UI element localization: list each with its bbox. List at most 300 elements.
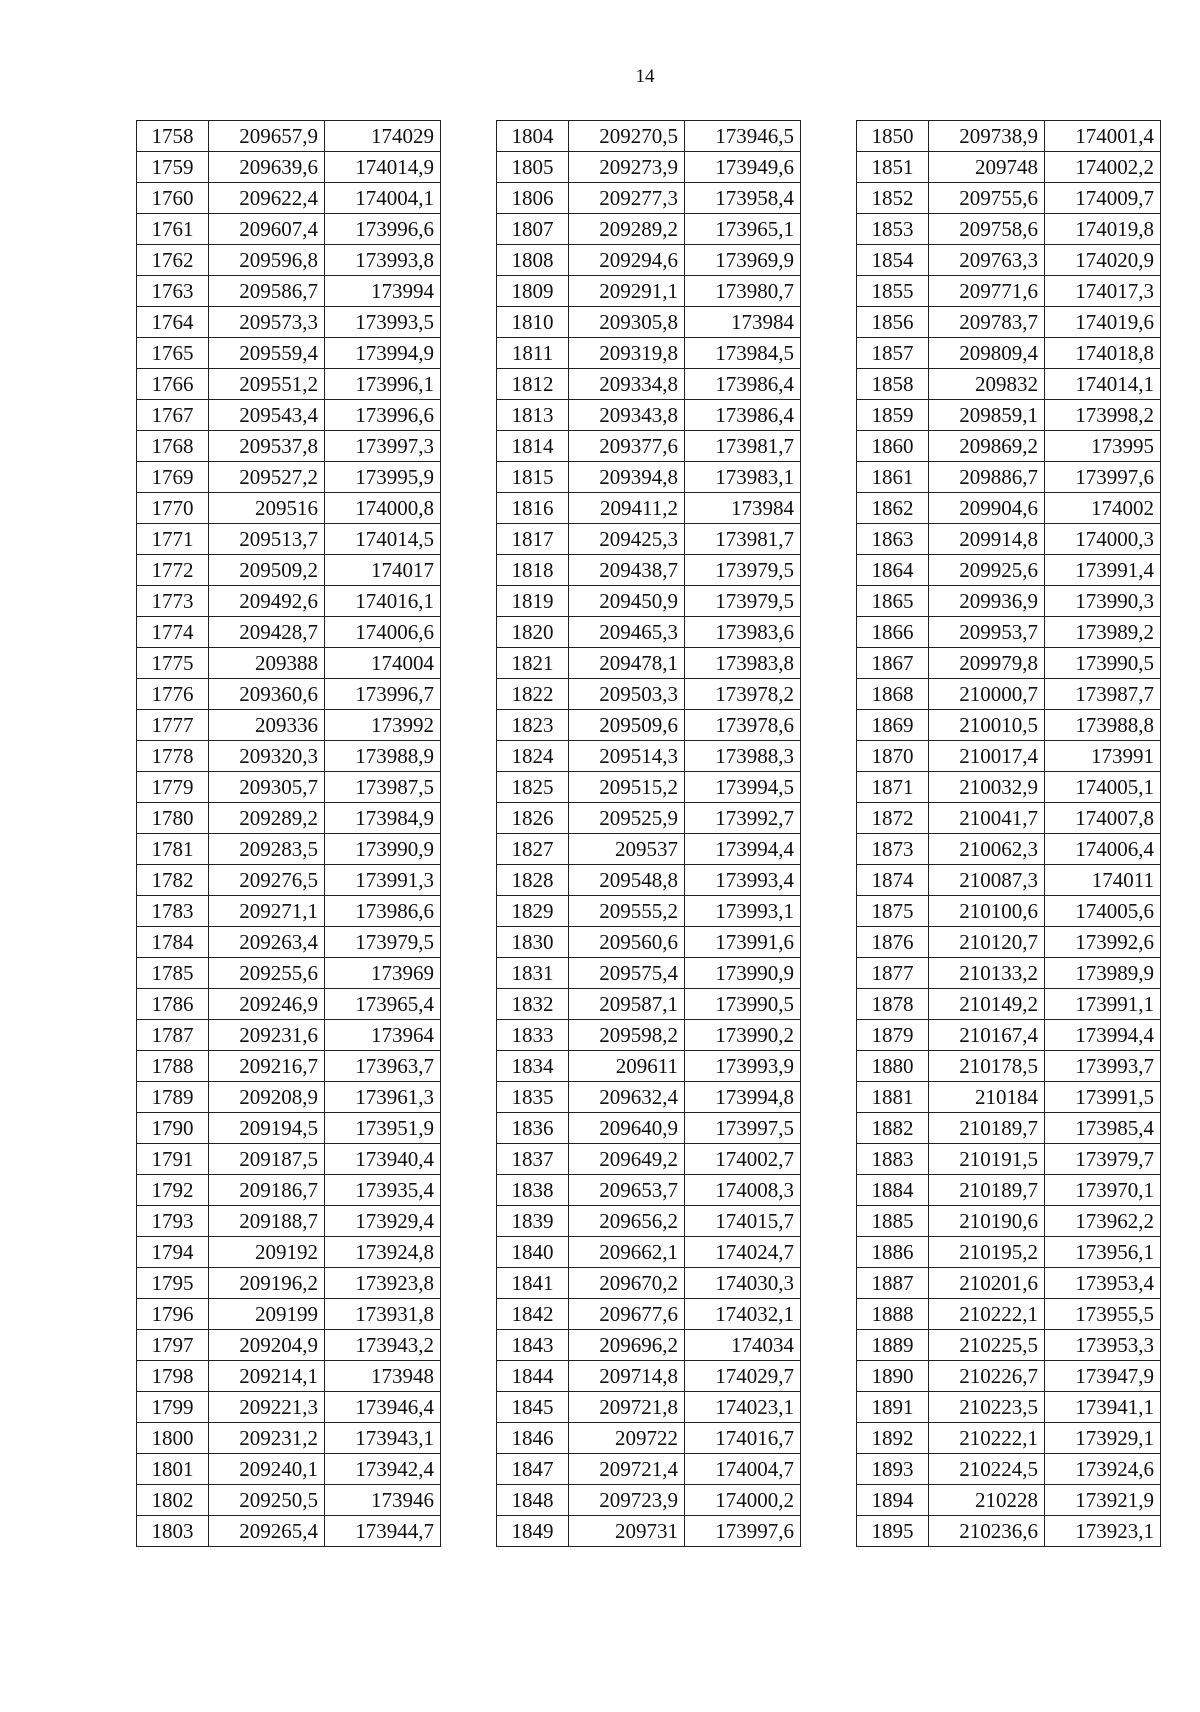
x-coordinate-cell: 209478,1 [569, 648, 685, 679]
table-row [857, 865, 1161, 896]
point-number-cell: 1888 [857, 1299, 929, 1330]
y-coordinate-cell: 174014,1 [1045, 369, 1161, 400]
x-coordinate-cell: 209291,1 [569, 276, 685, 307]
y-coordinate-cell: 173978,6 [685, 710, 801, 741]
y-coordinate-cell: 173958,4 [685, 183, 801, 214]
point-number-cell: 1866 [857, 617, 929, 648]
y-coordinate-cell: 173989,2 [1045, 617, 1161, 648]
point-number-cell: 1780 [137, 803, 209, 834]
x-coordinate-cell: 209438,7 [569, 555, 685, 586]
point-number-cell: 1805 [497, 152, 569, 183]
x-coordinate-cell: 209214,1 [209, 1361, 325, 1392]
table-row [137, 1051, 441, 1082]
y-coordinate-cell: 174005,6 [1045, 896, 1161, 927]
y-coordinate-cell: 173994,5 [685, 772, 801, 803]
point-number-cell: 1845 [497, 1392, 569, 1423]
table-row [857, 927, 1161, 958]
x-coordinate-cell: 210032,9 [929, 772, 1045, 803]
y-coordinate-cell: 174017,3 [1045, 276, 1161, 307]
point-number-cell: 1767 [137, 400, 209, 431]
point-number-cell: 1887 [857, 1268, 929, 1299]
x-coordinate-cell: 209611 [569, 1051, 685, 1082]
table-row [497, 431, 801, 462]
point-number-cell: 1793 [137, 1206, 209, 1237]
y-coordinate-cell: 174029 [325, 121, 441, 152]
table-row [497, 648, 801, 679]
table-row [857, 741, 1161, 772]
point-number-cell: 1865 [857, 586, 929, 617]
table-row [137, 1330, 441, 1361]
x-coordinate-cell: 209250,5 [209, 1485, 325, 1516]
point-number-cell: 1812 [497, 369, 569, 400]
y-coordinate-cell: 173961,3 [325, 1082, 441, 1113]
point-number-cell: 1857 [857, 338, 929, 369]
y-coordinate-cell: 174020,9 [1045, 245, 1161, 276]
y-coordinate-cell: 173953,3 [1045, 1330, 1161, 1361]
x-coordinate-cell: 210189,7 [929, 1113, 1045, 1144]
table-row [497, 1051, 801, 1082]
x-coordinate-cell: 209543,4 [209, 400, 325, 431]
x-coordinate-cell: 209277,3 [569, 183, 685, 214]
table-row [497, 1392, 801, 1423]
y-coordinate-cell: 173984,9 [325, 803, 441, 834]
point-number-cell: 1772 [137, 555, 209, 586]
point-number-cell: 1860 [857, 431, 929, 462]
point-number-cell: 1875 [857, 896, 929, 927]
point-number-cell: 1852 [857, 183, 929, 214]
point-number-cell: 1782 [137, 865, 209, 896]
table-row [497, 710, 801, 741]
y-coordinate-cell: 173978,2 [685, 679, 801, 710]
table-row [857, 1361, 1161, 1392]
y-coordinate-cell: 173997,3 [325, 431, 441, 462]
table-row [137, 617, 441, 648]
y-coordinate-cell: 174004,7 [685, 1454, 801, 1485]
point-number-cell: 1818 [497, 555, 569, 586]
point-number-cell: 1882 [857, 1113, 929, 1144]
point-number-cell: 1870 [857, 741, 929, 772]
x-coordinate-cell: 210222,1 [929, 1299, 1045, 1330]
x-coordinate-cell: 209721,4 [569, 1454, 685, 1485]
table-row [857, 1268, 1161, 1299]
y-coordinate-cell: 174017 [325, 555, 441, 586]
table-row [857, 896, 1161, 927]
y-coordinate-cell: 173993,9 [685, 1051, 801, 1082]
point-number-cell: 1858 [857, 369, 929, 400]
x-coordinate-cell: 209270,5 [569, 121, 685, 152]
table-row [497, 121, 801, 152]
table-row [137, 1020, 441, 1051]
x-coordinate-cell: 209656,2 [569, 1206, 685, 1237]
table-row [857, 152, 1161, 183]
point-number-cell: 1843 [497, 1330, 569, 1361]
y-coordinate-cell: 173983,6 [685, 617, 801, 648]
y-coordinate-cell: 174024,7 [685, 1237, 801, 1268]
x-coordinate-cell: 209216,7 [209, 1051, 325, 1082]
table-row [497, 1330, 801, 1361]
point-number-cell: 1801 [137, 1454, 209, 1485]
point-number-cell: 1815 [497, 462, 569, 493]
table-row [137, 152, 441, 183]
point-number-cell: 1855 [857, 276, 929, 307]
y-coordinate-cell: 173986,4 [685, 400, 801, 431]
point-number-cell: 1758 [137, 121, 209, 152]
table-row [497, 741, 801, 772]
y-coordinate-cell: 173942,4 [325, 1454, 441, 1485]
y-coordinate-cell: 173965,4 [325, 989, 441, 1020]
x-coordinate-cell: 209377,6 [569, 431, 685, 462]
y-coordinate-cell: 173993,4 [685, 865, 801, 896]
x-coordinate-cell: 209771,6 [929, 276, 1045, 307]
point-number-cell: 1876 [857, 927, 929, 958]
table-row [857, 803, 1161, 834]
y-coordinate-cell: 173923,8 [325, 1268, 441, 1299]
table-row [137, 865, 441, 896]
y-coordinate-cell: 173948 [325, 1361, 441, 1392]
table-row [857, 493, 1161, 524]
table-row [857, 1175, 1161, 1206]
x-coordinate-cell: 209640,9 [569, 1113, 685, 1144]
table-row [137, 400, 441, 431]
point-number-cell: 1807 [497, 214, 569, 245]
y-coordinate-cell: 173990,9 [685, 958, 801, 989]
x-coordinate-cell: 209555,2 [569, 896, 685, 927]
x-coordinate-cell: 210041,7 [929, 803, 1045, 834]
x-coordinate-cell: 209360,6 [209, 679, 325, 710]
x-coordinate-cell: 209343,8 [569, 400, 685, 431]
x-coordinate-cell: 209208,9 [209, 1082, 325, 1113]
table-row [497, 865, 801, 896]
x-coordinate-cell: 209914,8 [929, 524, 1045, 555]
x-coordinate-cell: 209598,2 [569, 1020, 685, 1051]
point-number-cell: 1849 [497, 1516, 569, 1547]
y-coordinate-cell: 173991,5 [1045, 1082, 1161, 1113]
table-row [857, 555, 1161, 586]
table-row [857, 369, 1161, 400]
point-number-cell: 1834 [497, 1051, 569, 1082]
point-number-cell: 1861 [857, 462, 929, 493]
y-coordinate-cell: 173991,4 [1045, 555, 1161, 586]
x-coordinate-cell: 210010,5 [929, 710, 1045, 741]
y-coordinate-cell: 173944,7 [325, 1516, 441, 1547]
table-row [497, 1268, 801, 1299]
y-coordinate-cell: 173943,2 [325, 1330, 441, 1361]
x-coordinate-cell: 209953,7 [929, 617, 1045, 648]
x-coordinate-cell: 210224,5 [929, 1454, 1045, 1485]
table-row [497, 1237, 801, 1268]
table-row [137, 1361, 441, 1392]
x-coordinate-cell: 210184 [929, 1082, 1045, 1113]
y-coordinate-cell: 173929,4 [325, 1206, 441, 1237]
y-coordinate-cell: 173994 [325, 276, 441, 307]
point-number-cell: 1762 [137, 245, 209, 276]
y-coordinate-cell: 173963,7 [325, 1051, 441, 1082]
y-coordinate-cell: 173991,6 [685, 927, 801, 958]
point-number-cell: 1878 [857, 989, 929, 1020]
y-coordinate-cell: 173953,4 [1045, 1268, 1161, 1299]
point-number-cell: 1829 [497, 896, 569, 927]
y-coordinate-cell: 173995,9 [325, 462, 441, 493]
point-number-cell: 1826 [497, 803, 569, 834]
x-coordinate-cell: 209450,9 [569, 586, 685, 617]
x-coordinate-cell: 209513,7 [209, 524, 325, 555]
table-row [857, 1237, 1161, 1268]
table-row [497, 1485, 801, 1516]
y-coordinate-cell: 173990,5 [1045, 648, 1161, 679]
y-coordinate-cell: 174015,7 [685, 1206, 801, 1237]
y-coordinate-cell: 173935,4 [325, 1175, 441, 1206]
y-coordinate-cell: 173947,9 [1045, 1361, 1161, 1392]
y-coordinate-cell: 173984 [685, 307, 801, 338]
point-number-cell: 1867 [857, 648, 929, 679]
point-number-cell: 1822 [497, 679, 569, 710]
y-coordinate-cell: 173993,5 [325, 307, 441, 338]
y-coordinate-cell: 173924,6 [1045, 1454, 1161, 1485]
x-coordinate-cell: 209925,6 [929, 555, 1045, 586]
x-coordinate-cell: 209936,9 [929, 586, 1045, 617]
x-coordinate-cell: 209294,6 [569, 245, 685, 276]
point-number-cell: 1777 [137, 710, 209, 741]
table-row [137, 896, 441, 927]
x-coordinate-cell: 209748 [929, 152, 1045, 183]
y-coordinate-cell: 174016,7 [685, 1423, 801, 1454]
table-row [857, 1299, 1161, 1330]
y-coordinate-cell: 173931,8 [325, 1299, 441, 1330]
point-number-cell: 1808 [497, 245, 569, 276]
y-coordinate-cell: 173991,1 [1045, 989, 1161, 1020]
table-row [137, 524, 441, 555]
table-row [497, 927, 801, 958]
table-row [137, 1485, 441, 1516]
point-number-cell: 1830 [497, 927, 569, 958]
y-coordinate-cell: 173969,9 [685, 245, 801, 276]
x-coordinate-cell: 209832 [929, 369, 1045, 400]
x-coordinate-cell: 209723,9 [569, 1485, 685, 1516]
y-coordinate-cell: 173987,7 [1045, 679, 1161, 710]
point-number-cell: 1891 [857, 1392, 929, 1423]
x-coordinate-cell: 209273,9 [569, 152, 685, 183]
x-coordinate-cell: 210133,2 [929, 958, 1045, 989]
table-row [857, 431, 1161, 462]
table-row [857, 1392, 1161, 1423]
table-row [857, 989, 1161, 1020]
y-coordinate-cell: 173983,8 [685, 648, 801, 679]
y-coordinate-cell: 173997,5 [685, 1113, 801, 1144]
coordinates-table-1 [136, 120, 441, 1547]
x-coordinate-cell: 209560,6 [569, 927, 685, 958]
y-coordinate-cell: 173994,8 [685, 1082, 801, 1113]
table-row [497, 1423, 801, 1454]
y-coordinate-cell: 173997,6 [1045, 462, 1161, 493]
x-coordinate-cell: 209289,2 [209, 803, 325, 834]
table-row [857, 1020, 1161, 1051]
x-coordinate-cell: 210087,3 [929, 865, 1045, 896]
point-number-cell: 1790 [137, 1113, 209, 1144]
x-coordinate-cell: 209509,6 [569, 710, 685, 741]
point-number-cell: 1797 [137, 1330, 209, 1361]
y-coordinate-cell: 174000,3 [1045, 524, 1161, 555]
table-row [137, 1299, 441, 1330]
point-number-cell: 1883 [857, 1144, 929, 1175]
coordinates-table-3 [856, 120, 1161, 1547]
y-coordinate-cell: 173921,9 [1045, 1485, 1161, 1516]
point-number-cell: 1873 [857, 834, 929, 865]
point-number-cell: 1886 [857, 1237, 929, 1268]
point-number-cell: 1889 [857, 1330, 929, 1361]
y-coordinate-cell: 173991,3 [325, 865, 441, 896]
point-number-cell: 1884 [857, 1175, 929, 1206]
y-coordinate-cell: 174006,6 [325, 617, 441, 648]
table-row [857, 1082, 1161, 1113]
x-coordinate-cell: 209869,2 [929, 431, 1045, 462]
x-coordinate-cell: 210225,5 [929, 1330, 1045, 1361]
y-coordinate-cell: 173988,9 [325, 741, 441, 772]
x-coordinate-cell: 209196,2 [209, 1268, 325, 1299]
point-number-cell: 1828 [497, 865, 569, 896]
point-number-cell: 1872 [857, 803, 929, 834]
point-number-cell: 1853 [857, 214, 929, 245]
x-coordinate-cell: 210167,4 [929, 1020, 1045, 1051]
y-coordinate-cell: 173949,6 [685, 152, 801, 183]
x-coordinate-cell: 210222,1 [929, 1423, 1045, 1454]
y-coordinate-cell: 174007,8 [1045, 803, 1161, 834]
y-coordinate-cell: 174034 [685, 1330, 801, 1361]
point-number-cell: 1794 [137, 1237, 209, 1268]
x-coordinate-cell: 209289,2 [569, 214, 685, 245]
point-number-cell: 1833 [497, 1020, 569, 1051]
table-row [497, 989, 801, 1020]
point-number-cell: 1802 [137, 1485, 209, 1516]
y-coordinate-cell: 173990,5 [685, 989, 801, 1020]
table-row [137, 214, 441, 245]
point-number-cell: 1775 [137, 648, 209, 679]
y-coordinate-cell: 174001,4 [1045, 121, 1161, 152]
x-coordinate-cell: 209573,3 [209, 307, 325, 338]
table-row [137, 369, 441, 400]
y-coordinate-cell: 174032,1 [685, 1299, 801, 1330]
x-coordinate-cell: 209188,7 [209, 1206, 325, 1237]
point-number-cell: 1786 [137, 989, 209, 1020]
table-row [497, 586, 801, 617]
point-number-cell: 1769 [137, 462, 209, 493]
y-coordinate-cell: 173987,5 [325, 772, 441, 803]
point-number-cell: 1759 [137, 152, 209, 183]
table-row [137, 989, 441, 1020]
table-row [137, 958, 441, 989]
x-coordinate-cell: 209194,5 [209, 1113, 325, 1144]
table-row [857, 1454, 1161, 1485]
y-coordinate-cell: 173970,1 [1045, 1175, 1161, 1206]
y-coordinate-cell: 173992,7 [685, 803, 801, 834]
point-number-cell: 1776 [137, 679, 209, 710]
y-coordinate-cell: 173979,7 [1045, 1144, 1161, 1175]
y-coordinate-cell: 174006,4 [1045, 834, 1161, 865]
y-coordinate-cell: 173980,7 [685, 276, 801, 307]
table-row [497, 152, 801, 183]
y-coordinate-cell: 174016,1 [325, 586, 441, 617]
table-row [497, 493, 801, 524]
point-number-cell: 1819 [497, 586, 569, 617]
x-coordinate-cell: 209199 [209, 1299, 325, 1330]
x-coordinate-cell: 210017,4 [929, 741, 1045, 772]
table-row [857, 679, 1161, 710]
point-number-cell: 1760 [137, 183, 209, 214]
y-coordinate-cell: 173984,5 [685, 338, 801, 369]
x-coordinate-cell: 209809,4 [929, 338, 1045, 369]
table-row [857, 462, 1161, 493]
table-row [857, 214, 1161, 245]
x-coordinate-cell: 209336 [209, 710, 325, 741]
point-number-cell: 1795 [137, 1268, 209, 1299]
x-coordinate-cell: 209758,6 [929, 214, 1045, 245]
x-coordinate-cell: 210100,6 [929, 896, 1045, 927]
y-coordinate-cell: 173995 [1045, 431, 1161, 462]
table-row [137, 803, 441, 834]
x-coordinate-cell: 209537,8 [209, 431, 325, 462]
table-row [857, 648, 1161, 679]
y-coordinate-cell: 173993,1 [685, 896, 801, 927]
x-coordinate-cell: 209537 [569, 834, 685, 865]
point-number-cell: 1784 [137, 927, 209, 958]
x-coordinate-cell: 209607,4 [209, 214, 325, 245]
table-row [857, 1485, 1161, 1516]
point-number-cell: 1831 [497, 958, 569, 989]
y-coordinate-cell: 173956,1 [1045, 1237, 1161, 1268]
x-coordinate-cell: 209283,5 [209, 834, 325, 865]
x-coordinate-cell: 209263,4 [209, 927, 325, 958]
y-coordinate-cell: 173989,9 [1045, 958, 1161, 989]
y-coordinate-cell: 174004,1 [325, 183, 441, 214]
table-row [137, 586, 441, 617]
x-coordinate-cell: 209465,3 [569, 617, 685, 648]
x-coordinate-cell: 209649,2 [569, 1144, 685, 1175]
y-coordinate-cell: 174002,2 [1045, 152, 1161, 183]
point-number-cell: 1774 [137, 617, 209, 648]
x-coordinate-cell: 209515,2 [569, 772, 685, 803]
x-coordinate-cell: 209639,6 [209, 152, 325, 183]
table-row [137, 431, 441, 462]
point-number-cell: 1832 [497, 989, 569, 1020]
x-coordinate-cell: 209320,3 [209, 741, 325, 772]
point-number-cell: 1846 [497, 1423, 569, 1454]
table-row [497, 834, 801, 865]
table-row [497, 183, 801, 214]
table-row [137, 493, 441, 524]
x-coordinate-cell: 209265,4 [209, 1516, 325, 1547]
y-coordinate-cell: 173964 [325, 1020, 441, 1051]
point-number-cell: 1837 [497, 1144, 569, 1175]
point-number-cell: 1783 [137, 896, 209, 927]
x-coordinate-cell: 210178,5 [929, 1051, 1045, 1082]
y-coordinate-cell: 174005,1 [1045, 772, 1161, 803]
x-coordinate-cell: 209388 [209, 648, 325, 679]
y-coordinate-cell: 174009,7 [1045, 183, 1161, 214]
point-number-cell: 1874 [857, 865, 929, 896]
table-row [497, 1516, 801, 1547]
table-row [497, 896, 801, 927]
point-number-cell: 1835 [497, 1082, 569, 1113]
point-number-cell: 1850 [857, 121, 929, 152]
point-number-cell: 1803 [137, 1516, 209, 1547]
table-row [857, 276, 1161, 307]
y-coordinate-cell: 173992,6 [1045, 927, 1161, 958]
table-row [137, 1392, 441, 1423]
x-coordinate-cell: 210062,3 [929, 834, 1045, 865]
x-coordinate-cell: 210191,5 [929, 1144, 1045, 1175]
point-number-cell: 1804 [497, 121, 569, 152]
table-row [857, 400, 1161, 431]
point-number-cell: 1779 [137, 772, 209, 803]
